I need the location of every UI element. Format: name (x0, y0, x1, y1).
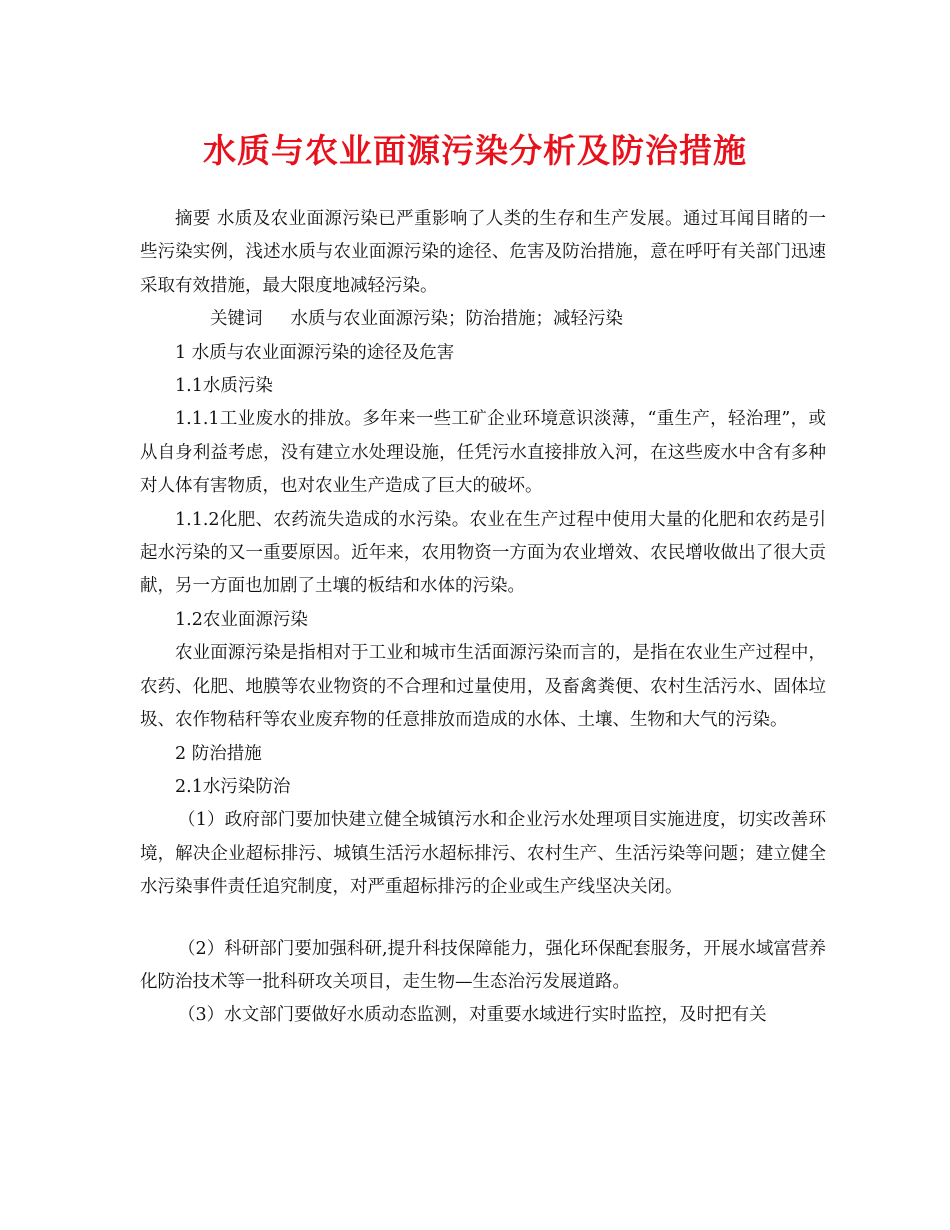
keywords-line (140, 303, 826, 336)
measure-item-2: （2）科研部门要加强科研,提升科技保障能力，强化环保配套服务，开展水域富营养化防治技术等一批科研攻关项目，走生物—生态治污发展道路。 (140, 938, 826, 992)
section-1-heading: 1 水质与农业面源污染的途径及危害 (175, 342, 455, 363)
document-body (140, 203, 826, 1033)
document-title: 水质与农业面源污染分析及防治措施 (203, 131, 747, 170)
section-1-2-heading: 1.2农业面源污染 (175, 609, 308, 630)
measure-item-1: （1）政府部门要加快建立健全城镇污水和企业污水处理项目实施进度，切实改善环境，解决企业超标排污、城镇生活污水超标排污、农村生产、生活污染等问题；建立健全水污染事件责任追究制度，对严重超标排污的企业或生产线坚决关闭。 (140, 810, 826, 898)
paragraph-1-1-2: 1.1.2化肥、农药流失造成的水污染。农业在生产过程中使用大量的化肥和农药是引起水污染的又一重要原因。近年来，农用物资一方面为农业增效、农民增收做出了很大贡献，另一方面也加剧了土壤的板结和水体的污染。 (140, 509, 826, 597)
paragraph-1-1-1: 1.1.1工业废水的排放。多年来一些工矿企业环境意识淡薄，“重生产，轻治理”，或从自身利益考虑，没有建立水处理设施，任凭污水直接排放入河，在这些废水中含有多种对人体有害物质，也对农业生产造成了巨大的破坏。 (140, 409, 826, 497)
section-2-heading: 2 防治措施 (175, 743, 262, 764)
measure-item-3: （3）水文部门要做好水质动态监测，对重要水域进行实时监控，及时把有关 (178, 1005, 767, 1026)
keywords-label: 关键词 (210, 309, 263, 330)
paragraph-spacer (140, 905, 826, 933)
section-1-1-heading: 1.1水质污染 (175, 376, 273, 397)
section-2-1-heading: 2.1水污染防治 (175, 776, 291, 797)
keywords-text: 水质与农业面源污染；防治措施；减轻污染 (290, 309, 623, 330)
abstract-paragraph: 摘要 水质及农业面源污染已严重影响了人类的生存和生产发展。通过耳闻目睹的一些污染实例，浅述水质与农业面源污染的途径、危害及防治措施，意在呼吁有关部门迅速采取有效措施，最大限度地减轻污染。 (140, 209, 826, 296)
paragraph-1-2: 农业面源污染是指相对于工业和城市生活面源污染而言的，是指在农业生产过程中，农药、化肥、地膜等农业物资的不合理和过量使用，及畜禽粪便、农村生活污水、固体垃圾、农作物秸秆等农业废弃物的任意排放而造成的水体、土壤、生物和大气的污染。 (140, 643, 826, 731)
